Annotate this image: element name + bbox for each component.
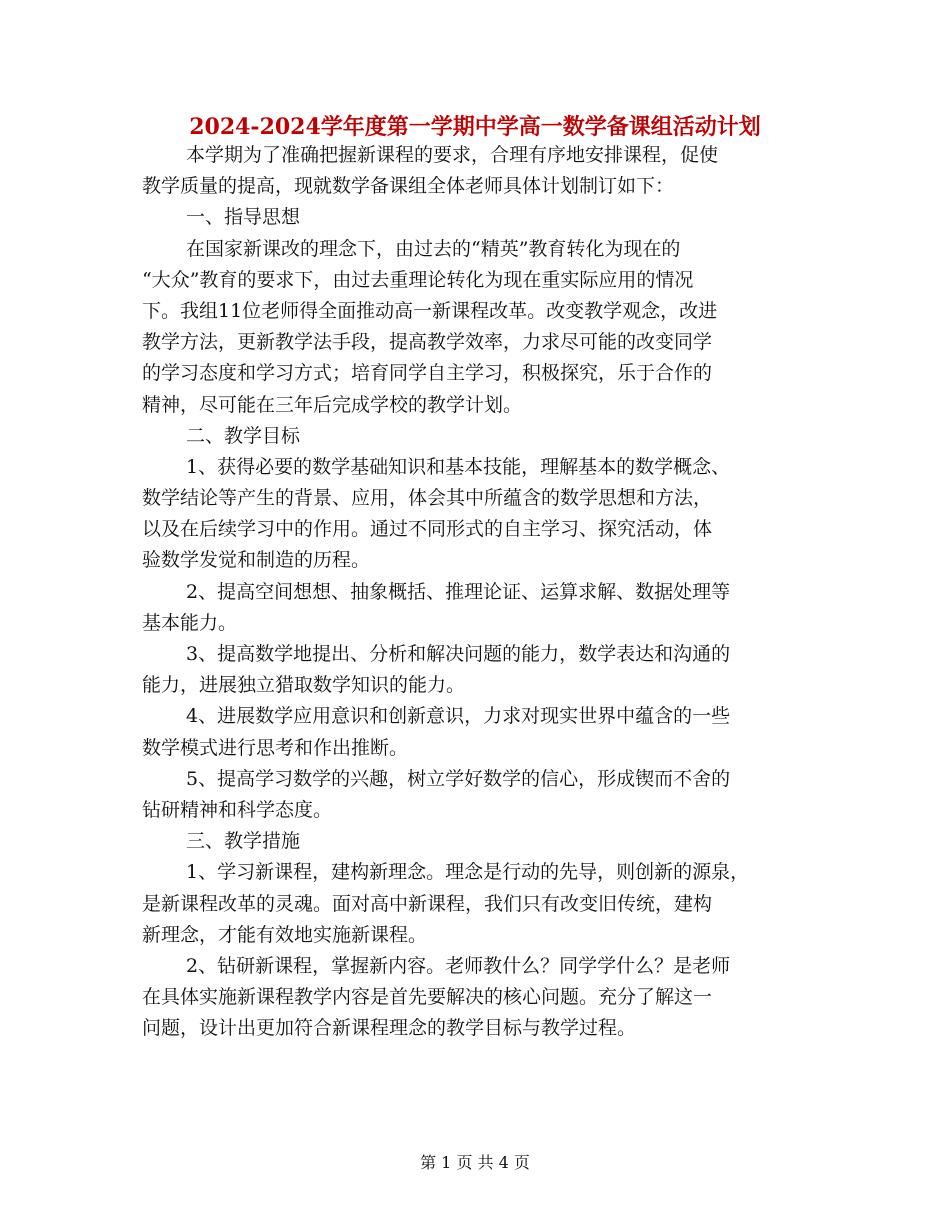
document-title: 2024-2024学年度第一学期中学高一数学备课组活动计划 [189, 114, 761, 140]
paragraph-line: 是新课程改革的灵魂。面对高中新课程，我们只有改变旧传统，建构 [142, 892, 713, 915]
paragraph-line: 2、提高空间想想、抽象概括、推理论证、运算求解、数据处理等 [186, 580, 731, 603]
paragraph-line: 数学结论等产生的背景、应用，体会其中所蕴含的数学思想和方法， [142, 487, 713, 510]
paragraph-line: 1、学习新课程，建构新理念。理念是行动的先导，则创新的源泉， [186, 861, 750, 884]
page-footer: 第 1 页 共 4 页 [420, 1153, 530, 1172]
paragraph-line: “大众”教育的要求下，由过去重理论转化为现在重实际应用的情况 [142, 268, 694, 291]
paragraph-line: 的学习态度和学习方式；培育同学自主学习，积极探究，乐于合作的 [142, 362, 713, 385]
paragraph-line: 验数学发觉和制造的历程。 [142, 549, 371, 572]
paragraph-line: 在国家新课改的理念下，由过去的“精英”教育转化为现在的 [186, 237, 681, 260]
paragraph-line: 教学方法，更新教学法手段，提高教学效率，力求尽可能的改变同学 [142, 331, 713, 354]
paragraph-line: 新理念，才能有效地实施新课程。 [142, 923, 428, 946]
paragraph-line: 4、进展数学应用意识和创新意识，力求对现实世界中蕴含的一些 [186, 705, 731, 728]
section-heading: 一、指导思想 [186, 206, 301, 229]
paragraph-line: 1、获得必要的数学基础知识和基本技能，理解基本的数学概念、 [186, 455, 731, 478]
paragraph-line: 3、提高数学地提出、分析和解决问题的能力，数学表达和沟通的 [186, 643, 731, 665]
paragraph-line: 能力，进展独立猎取数学知识的能力。 [142, 674, 466, 697]
paragraph-line: 本学期为了准确把握新课程的要求，合理有序地安排课程，促使 [186, 144, 719, 166]
paragraph-line: 精神，尽可能在三年后完成学校的教学计划。 [142, 393, 523, 416]
section-heading: 三、教学措施 [186, 830, 301, 853]
paragraph-line: 钻研精神和科学态度。 [142, 798, 333, 821]
document-body [142, 140, 812, 1044]
paragraph-line: 以及在后续学习中的作用。通过不同形式的自主学习、探究活动，体 [142, 518, 713, 541]
paragraph-line: 问题，设计出更加符合新课程理念的教学目标与教学过程。 [142, 1017, 637, 1040]
paragraph-line: 下。我组11位老师得全面推动高一新课程改革。改变教学观念，改进 [142, 299, 718, 322]
section-heading: 二、教学目标 [186, 424, 301, 447]
paragraph-line: 数学模式进行思考和作出推断。 [142, 736, 409, 759]
paragraph-line: 基本能力。 [142, 611, 238, 634]
paragraph-line: 2、钻研新课程，掌握新内容。老师教什么？同学学什么？是老师 [186, 954, 731, 977]
paragraph-line: 5、提高学习数学的兴趣，树立学好数学的信心，形成锲而不舍的 [186, 767, 731, 790]
paragraph-line: 在具体实施新课程教学内容是首先要解决的核心问题。充分了解这一 [142, 986, 713, 1009]
paragraph-line: 教学质量的提高，现就数学备课组全体老师具体计划制订如下： [142, 175, 675, 198]
